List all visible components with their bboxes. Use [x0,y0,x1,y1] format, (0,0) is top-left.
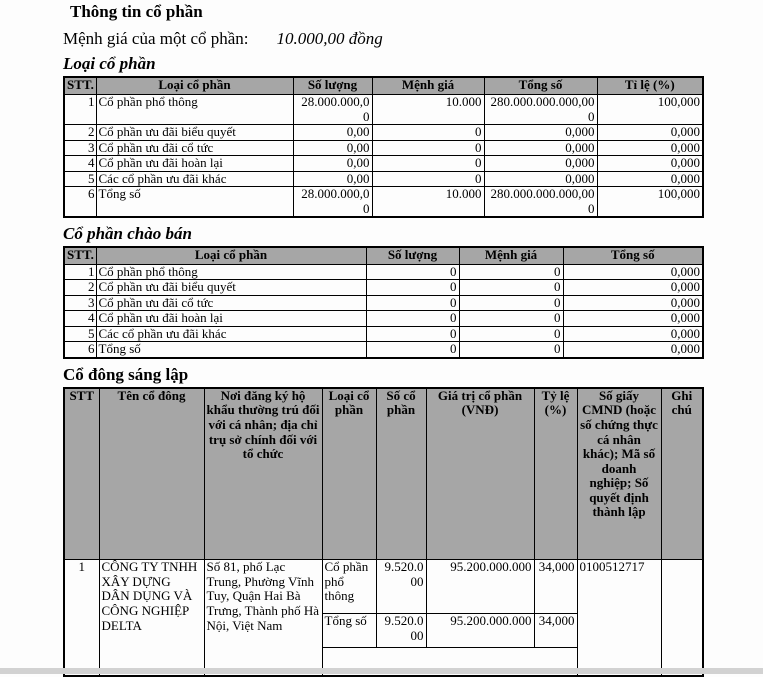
header-cell-stt: STT [64,388,99,560]
cell-shareholder-address: Số 81, phố Lạc Trung, Phường Vĩnh Tuy, Quận Hai Bà Trưng, Thành phố Hà Nội, Việt Nam [204,560,322,676]
cell-parvalue: 0 [459,264,563,280]
cell-share-value: 95.200.000.000 [426,560,534,614]
cell-type: Cổ phần ưu đãi biểu quyết [96,125,293,141]
cell-share-value: 95.200.000.000 [426,614,534,648]
cell-quantity: 0,00 [293,156,372,172]
cell-parvalue: 0 [459,311,563,327]
cell-parvalue: 0 [372,140,484,156]
founding-shareholders-table [63,387,704,677]
cell-parvalue: 0 [459,342,563,358]
header-cell-note: Ghi chú [661,388,703,560]
cell-stt: 2 [64,125,96,141]
founding-shareholders-header [64,388,703,560]
cell-ratio: 100,000 [597,187,703,218]
header-cell-quantity: Số lượng [293,77,372,95]
cell-total: 0,000 [563,326,703,342]
par-value-label: Mệnh giá của một cổ phần: [63,28,249,48]
table-row [64,156,703,172]
header-cell-parvalue: Mệnh giá [372,77,484,95]
cell-share-count: 9.520.000 [376,614,426,648]
cell-quantity: 0 [366,342,459,358]
founding-shareholders-heading: Cổ đông sáng lập [63,365,189,385]
cell-parvalue: 10.000 [372,95,484,125]
cell-ratio: 100,000 [597,95,703,125]
table-row [64,342,703,358]
cell-parvalue: 0 [372,125,484,141]
cell-share-type: Tổng số [322,614,376,648]
cell-quantity: 28.000.000,00 [293,95,372,125]
cell-quantity: 0 [366,311,459,327]
cell-parvalue: 0 [459,280,563,296]
cell-total: 0,000 [563,342,703,358]
cell-ratio: 0,000 [597,140,703,156]
header-cell-stt: STT. [64,77,96,95]
cell-type: Cổ phần ưu đãi cổ tức [96,295,366,311]
header-cell-address: Nơi đăng ký hộ khẩu thường trú đối với cá nhân; địa chỉ trụ sở chính đối với tổ chức [204,388,322,560]
cell-stt: 3 [64,140,96,156]
cell-quantity: 0 [366,326,459,342]
header-cell-ratio: Tỷ lệ (%) [534,388,577,560]
shares-offered-heading: Cổ phần chào bán [63,224,192,244]
table-row [64,140,703,156]
cell-ratio: 0,000 [597,171,703,187]
par-value-line [63,30,708,48]
cell-total: 0,000 [563,264,703,280]
cell-total: 0,000 [563,280,703,296]
header-cell-stt: STT. [64,247,96,264]
cell-stt: 4 [64,156,96,172]
header-cell-parvalue: Mệnh giá [459,247,563,264]
cell-stt: 2 [64,280,96,296]
cell-type: Tổng số [96,187,293,218]
cell-quantity: 0 [366,264,459,280]
cell-quantity: 0,00 [293,140,372,156]
cell-total: 280.000.000.000,000 [484,95,597,125]
cell-total: 0,000 [484,156,597,172]
cell-total: 0,000 [563,295,703,311]
header-row [64,77,703,95]
cell-quantity: 0 [366,280,459,296]
header-cell-total: Tổng số [563,247,703,264]
cell-ratio: 0,000 [597,125,703,141]
cell-parvalue: 0 [459,295,563,311]
page-title: Thông tin cổ phần [70,2,203,21]
table-row [64,264,703,280]
cell-type: Cổ phần phổ thông [96,95,293,125]
header-cell-share-count: Số cổ phần [376,388,426,560]
shareholder-row [64,560,703,614]
cell-ratio: 34,000 [534,560,577,614]
cell-stt: 6 [64,187,96,218]
table-row [64,326,703,342]
cell-quantity: 0,00 [293,125,372,141]
par-value: 10.000,00 đồng [276,28,383,48]
share-types-header [64,77,703,95]
cell-parvalue: 10.000 [372,187,484,218]
cell-stt: 1 [64,560,99,676]
cell-parvalue: 0 [372,156,484,172]
cell-type: Cổ phần ưu đãi hoàn lại [96,156,293,172]
table-row [64,171,703,187]
cell-parvalue: 0 [459,326,563,342]
table-row [64,95,703,125]
cell-stt: 1 [64,95,96,125]
cell-stt: 1 [64,264,96,280]
cell-type: Cổ phần ưu đãi biểu quyết [96,280,366,296]
cell-total: 0,000 [484,140,597,156]
share-types-table [63,76,704,219]
header-cell-id-number: Số giấy CMND (hoặc số chứng thực cá nhân khác); Mã số doanh nghiệp; Số quyết định thành lập [577,388,661,560]
header-cell-ratio: Tỉ lệ (%) [597,77,703,95]
header-cell-total: Tổng số [484,77,597,95]
cell-type: Cổ phần phổ thông [96,264,366,280]
table-row [64,280,703,296]
cell-quantity: 28.000.000,00 [293,187,372,218]
cell-total: 0,000 [563,311,703,327]
cell-share-type: Cổ phần phổ thông [322,560,376,614]
cell-note [661,560,703,676]
header-cell-share-value: Giá trị cổ phần (VNĐ) [426,388,534,560]
cell-stt: 6 [64,342,96,358]
header-cell-share-type: Loại cổ phần [322,388,376,560]
header-cell-quantity: Số lượng [366,247,459,264]
cell-stt: 3 [64,295,96,311]
cell-ratio: 0,000 [597,156,703,172]
table-row [64,295,703,311]
cell-type: Tổng số [96,342,366,358]
cell-stt: 5 [64,326,96,342]
cell-total: 0,000 [484,125,597,141]
page-bottom-edge [0,668,763,674]
cell-quantity: 0,00 [293,171,372,187]
cell-stt: 5 [64,171,96,187]
table-row [64,125,703,141]
cell-quantity: 0 [366,295,459,311]
header-cell-name: Tên cổ đông [99,388,204,560]
cell-total: 0,000 [484,171,597,187]
cell-share-count: 9.520.000 [376,560,426,614]
share-types-heading: Loại cổ phần [63,53,156,73]
cell-shareholder-name: CÔNG TY TNHH XÂY DỰNG DÂN DỤNG VÀ CÔNG NGHIỆP DELTA [99,560,204,676]
cell-ratio: 34,000 [534,614,577,648]
shares-offered-table [63,246,704,359]
cell-type: Cổ phần ưu đãi hoàn lại [96,311,366,327]
header-cell-type: Loại cổ phần [96,77,293,95]
cell-parvalue: 0 [372,171,484,187]
shares-offered-header [64,247,703,264]
header-row [64,388,703,560]
cell-type: Các cổ phần ưu đãi khác [96,171,293,187]
cell-stt: 4 [64,311,96,327]
table-row [64,187,703,218]
header-row [64,247,703,264]
table-row [64,311,703,327]
cell-type: Các cổ phần ưu đãi khác [96,326,366,342]
cell-total: 280.000.000.000,000 [484,187,597,218]
cell-type: Cổ phần ưu đãi cổ tức [96,140,293,156]
document-page [63,0,708,677]
cell-id-number: 0100512717 [577,560,661,676]
header-cell-type: Loại cổ phần [96,247,366,264]
